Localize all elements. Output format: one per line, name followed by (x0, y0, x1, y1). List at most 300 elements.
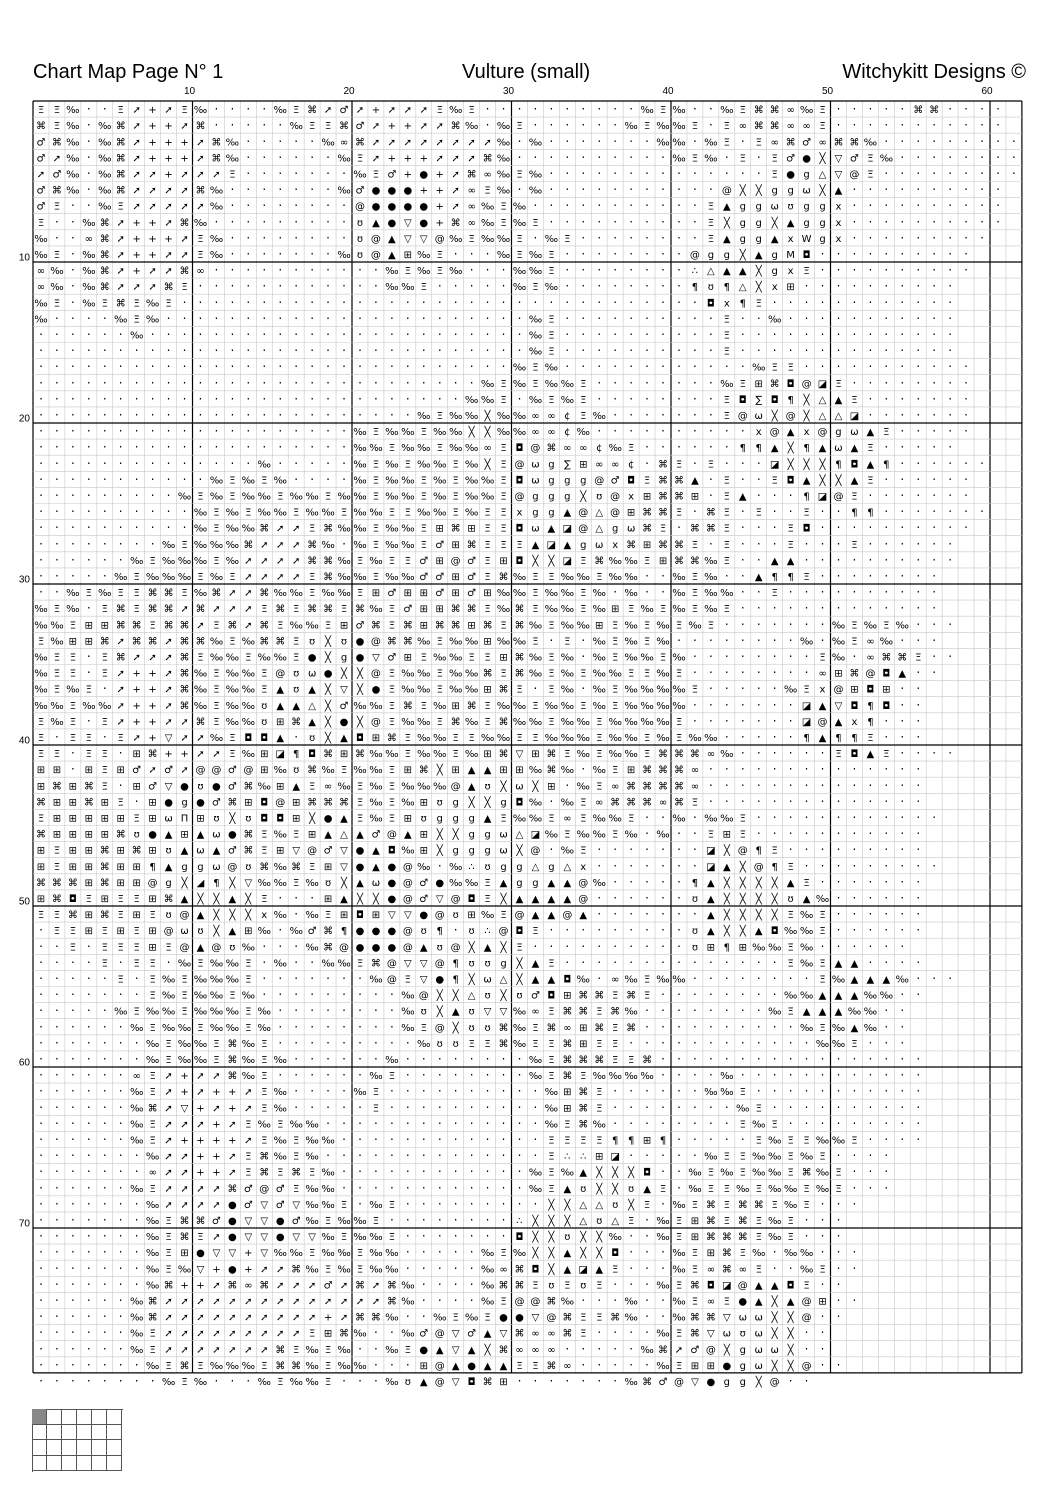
stitch-symbol: ‰ (433, 475, 446, 486)
stitch-symbol: ⊞ (372, 588, 380, 599)
stitch-symbol: ╳ (723, 892, 731, 905)
stitch-symbol: g (724, 1377, 730, 1388)
stitch-symbol: @ (387, 958, 397, 969)
stitch-symbol: ➚ (228, 1329, 236, 1340)
stitch-symbol: ▲ (308, 685, 316, 696)
stitch-symbol: Ξ (532, 1023, 538, 1034)
stitch-symbol: ‰ (417, 443, 430, 454)
stitch-symbol: · (884, 1068, 888, 1082)
stitch-symbol: · (645, 923, 649, 937)
stitch-symbol: Ξ (54, 862, 60, 873)
stitch-symbol: + (132, 250, 140, 261)
stitch-symbol: · (741, 762, 745, 776)
stitch-symbol: · (884, 1052, 888, 1066)
stitch-symbol: ‰ (449, 862, 462, 873)
stitch-symbol: · (996, 215, 1000, 229)
stitch-symbol: · (645, 827, 649, 841)
stitch-symbol: Ξ (134, 604, 140, 615)
stitch-symbol: · (119, 327, 123, 341)
stitch-symbol: Ξ (660, 604, 666, 615)
stitch-symbol: ♂ (355, 620, 364, 631)
stitch-symbol: Ξ (102, 765, 108, 776)
stitch-symbol: ⊞ (372, 910, 380, 921)
stitch-symbol: · (406, 1100, 410, 1114)
stitch-symbol: ⌘ (195, 604, 205, 615)
stitch-symbol: · (900, 440, 904, 454)
stitch-symbol: · (183, 295, 187, 309)
stitch-symbol: · (741, 311, 745, 325)
stitch-symbol: Ξ (118, 733, 124, 744)
stitch-symbol: · (119, 440, 123, 454)
stitch-symbol: · (55, 1213, 59, 1227)
stitch-symbol: ‰ (497, 604, 510, 615)
stitch-symbol: ‰ (593, 604, 606, 615)
stitch-symbol: · (406, 1149, 410, 1163)
stitch-symbol: · (278, 1036, 282, 1050)
stitch-symbol: · (597, 102, 601, 116)
stitch-symbol: ▽ (516, 749, 524, 760)
stitch-symbol: ♂ (387, 169, 396, 180)
stitch-symbol: · (932, 553, 936, 567)
stitch-symbol: ʊ (484, 781, 490, 792)
stitch-symbol: · (55, 424, 59, 438)
stitch-symbol: ∴ (564, 1152, 570, 1163)
stitch-symbol: · (230, 279, 234, 293)
stitch-symbol: · (837, 859, 841, 873)
stitch-symbol: · (725, 633, 729, 647)
stitch-symbol: · (948, 617, 952, 631)
stitch-symbol: ⊞ (499, 556, 507, 567)
stitch-symbol: + (324, 1313, 332, 1324)
stitch-symbol: ⊞ (37, 894, 45, 905)
stitch-symbol: · (87, 456, 91, 470)
stitch-symbol: ⌘ (148, 588, 158, 599)
stitch-symbol: · (964, 150, 968, 164)
stitch-symbol: · (71, 553, 75, 567)
stitch-symbol: · (900, 279, 904, 293)
stitch-symbol: · (916, 746, 920, 760)
stitch-symbol: · (661, 263, 665, 277)
stitch-symbol: · (613, 263, 617, 277)
stitch-symbol: · (119, 1374, 123, 1388)
stitch-symbol: Ξ (819, 121, 825, 132)
stitch-symbol: · (454, 295, 458, 309)
stitch-symbol: · (390, 1004, 394, 1018)
stitch-symbol: Ξ (532, 926, 538, 937)
stitch-symbol: ⌘ (307, 765, 317, 776)
stitch-symbol: · (853, 199, 857, 213)
stitch-symbol: ⌘ (259, 862, 269, 873)
stitch-symbol: Ξ (134, 926, 140, 937)
stitch-symbol: ▲ (181, 894, 189, 905)
stitch-symbol: ● (707, 1377, 716, 1388)
stitch-symbol: · (230, 183, 234, 197)
stitch-symbol: ‰ (178, 491, 191, 502)
stitch-symbol: Ξ (261, 894, 267, 905)
stitch-symbol: · (358, 1165, 362, 1179)
stitch-symbol: · (454, 1084, 458, 1098)
stitch-symbol: ● (388, 878, 397, 889)
stitch-symbol: ➚ (388, 105, 396, 116)
stitch-symbol: · (916, 183, 920, 197)
stitch-symbol: ♂ (611, 475, 620, 486)
stitch-symbol: · (310, 1052, 314, 1066)
stitch-symbol: Ξ (596, 1135, 602, 1146)
stitch-symbol: · (741, 746, 745, 760)
stitch-symbol: ⊞ (37, 765, 45, 776)
stitch-symbol: · (964, 472, 968, 486)
stitch-symbol: @ (195, 765, 205, 776)
stitch-symbol: · (900, 1132, 904, 1146)
stitch-symbol: · (103, 327, 107, 341)
stitch-symbol: ∞ (531, 1329, 539, 1340)
stitch-symbol: ♂ (212, 1216, 221, 1227)
stitch-symbol: · (438, 1149, 442, 1163)
stitch-symbol: ‰ (561, 395, 574, 406)
stitch-symbol: · (661, 295, 665, 309)
stitch-symbol: · (805, 1213, 809, 1227)
stitch-symbol: ╳ (611, 1182, 619, 1195)
stitch-symbol: · (709, 633, 713, 647)
stitch-symbol: ⌘ (578, 1087, 588, 1098)
stitch-symbol: · (486, 295, 490, 309)
stitch-symbol: ∞ (579, 443, 587, 454)
stitch-symbol: · (948, 521, 952, 535)
stitch-symbol: Ξ (389, 701, 395, 712)
stitch-symbol: ‰ (513, 266, 526, 277)
stitch-symbol: · (167, 955, 171, 969)
stitch-symbol: · (677, 183, 681, 197)
stitch-symbol: ▲ (819, 733, 827, 744)
stitch-symbol: ‰ (289, 121, 302, 132)
stitch-symbol: · (358, 1197, 362, 1211)
stitch-symbol: ω (595, 540, 603, 551)
stitch-symbol: · (932, 488, 936, 502)
stitch-symbol: Ξ (341, 765, 347, 776)
stitch-symbol: + (404, 153, 412, 164)
stitch-symbol: Ξ (756, 1135, 762, 1146)
stitch-symbol: ‰ (497, 153, 510, 164)
stitch-symbol: Ξ (54, 685, 60, 696)
stitch-symbol: ‰ (401, 1007, 414, 1018)
stitch-symbol: Ξ (453, 459, 459, 470)
stitch-symbol: · (310, 1020, 314, 1034)
stitch-symbol: Ξ (628, 669, 634, 680)
stitch-symbol: ⌘ (722, 1232, 732, 1243)
stitch-symbol: · (853, 569, 857, 583)
stitch-symbol: · (693, 327, 697, 341)
page-label: Chart Map Page N° 1 (33, 60, 223, 84)
stitch-symbol: · (422, 360, 426, 374)
stitch-symbol: ‰ (481, 491, 494, 502)
stitch-symbol: ⌘ (195, 121, 205, 132)
stitch-symbol: Ξ (54, 846, 60, 857)
stitch-symbol: · (645, 279, 649, 293)
stitch-symbol: ‰ (624, 733, 637, 744)
stitch-symbol: · (709, 1020, 713, 1034)
stitch-symbol: ╳ (755, 280, 763, 293)
stitch-symbol: · (693, 698, 697, 712)
stitch-symbol: Ξ (357, 797, 363, 808)
stitch-symbol: Ξ (70, 942, 76, 953)
stitch-symbol: · (773, 488, 777, 502)
stitch-symbol: · (518, 1052, 522, 1066)
stitch-symbol: Ξ (261, 1055, 267, 1066)
stitch-symbol: ʊ (437, 942, 443, 953)
stitch-symbol: · (262, 344, 266, 358)
stitch-symbol: ‰ (529, 395, 542, 406)
stitch-symbol: · (534, 231, 538, 245)
stitch-symbol: · (215, 215, 219, 229)
stitch-symbol: · (629, 1229, 633, 1243)
stitch-symbol: ╳ (452, 828, 460, 841)
stitch-symbol: · (916, 682, 920, 696)
stitch-symbol: · (837, 1116, 841, 1130)
stitch-symbol: g (500, 862, 506, 873)
stitch-symbol: ‰ (896, 974, 909, 985)
stitch-symbol: ‰ (226, 701, 239, 712)
stitch-symbol: ▲ (484, 1329, 492, 1340)
stitch-symbol: ▲ (420, 942, 428, 953)
stitch-symbol: · (119, 1100, 123, 1114)
stitch-symbol: ➚ (180, 1184, 188, 1195)
stitch-symbol: ¶ (771, 862, 777, 873)
stitch-symbol: Ξ (500, 202, 506, 213)
row-number: 10 (19, 253, 30, 264)
stitch-symbol: @ (610, 508, 620, 519)
stitch-symbol: · (837, 1277, 841, 1291)
stitch-symbol: Ξ (309, 588, 315, 599)
stitch-symbol: ‰ (497, 636, 510, 647)
stitch-symbol: · (502, 311, 506, 325)
stitch-symbol: · (789, 295, 793, 309)
stitch-symbol: ♂ (419, 878, 428, 889)
stitch-symbol: Ξ (181, 588, 187, 599)
stitch-symbol: ‰ (465, 121, 478, 132)
stitch-symbol: · (773, 1068, 777, 1082)
stitch-symbol: · (661, 1068, 665, 1082)
stitch-symbol: · (964, 247, 968, 261)
stitch-symbol: ⌘ (180, 1232, 190, 1243)
stitch-symbol: ‰ (816, 1135, 829, 1146)
stitch-symbol: ‰ (608, 717, 621, 728)
stitch-symbol: ‰ (513, 1007, 526, 1018)
stitch-symbol: · (103, 1181, 107, 1195)
stitch-symbol: ▲ (835, 395, 843, 406)
stitch-symbol: · (342, 424, 346, 438)
stitch-symbol: ▽ (723, 1313, 731, 1324)
stitch-symbol: ➚ (132, 169, 140, 180)
stitch-symbol: · (725, 730, 729, 744)
stitch-symbol: ⊞ (85, 765, 93, 776)
stitch-symbol: ‰ (369, 1264, 382, 1275)
stitch-symbol: · (757, 617, 761, 631)
stitch-symbol: · (693, 955, 697, 969)
stitch-symbol: ➚ (164, 1135, 172, 1146)
stitch-symbol: ‰ (577, 974, 590, 985)
stitch-symbol: Ξ (38, 733, 44, 744)
stitch-symbol: ‰ (593, 813, 606, 824)
stitch-symbol: ⌘ (116, 137, 126, 148)
stitch-symbol: ⊞ (420, 846, 428, 857)
stitch-symbol: · (71, 1277, 75, 1291)
stitch-symbol: · (278, 988, 282, 1002)
stitch-symbol: · (310, 199, 314, 213)
stitch-symbol: · (454, 376, 458, 390)
stitch-symbol: · (119, 955, 123, 969)
stitch-symbol: ◘ (627, 475, 635, 486)
stitch-symbol: · (310, 376, 314, 390)
stitch-symbol: · (374, 1165, 378, 1179)
stitch-symbol: ‰ (146, 1152, 159, 1163)
stitch-symbol: ▲ (707, 894, 715, 905)
stitch-symbol: ‰ (656, 974, 669, 985)
stitch-symbol: · (422, 1293, 426, 1307)
stitch-symbol: ⊞ (276, 717, 284, 728)
stitch-symbol: ‰ (337, 958, 350, 969)
stitch-symbol: · (661, 1116, 665, 1130)
stitch-symbol: ʊ (261, 701, 267, 712)
stitch-symbol: ʊ (692, 942, 698, 953)
stitch-symbol: · (725, 1052, 729, 1066)
stitch-symbol: ⌘ (754, 121, 764, 132)
stitch-symbol: ‰ (130, 556, 143, 567)
stitch-symbol: · (837, 344, 841, 358)
stitch-symbol: · (406, 1116, 410, 1130)
stitch-symbol: ▽ (165, 781, 173, 792)
stitch-symbol: ▲ (723, 266, 731, 277)
stitch-symbol: ▲ (723, 862, 731, 873)
stitch-symbol: ∞ (739, 121, 747, 132)
stitch-symbol: ● (388, 942, 397, 953)
stitch-symbol: · (964, 392, 968, 406)
stitch-symbol: Ξ (548, 958, 554, 969)
stitch-symbol: · (87, 1116, 91, 1130)
stitch-symbol: ‰ (513, 717, 526, 728)
stitch-symbol: · (310, 231, 314, 245)
stitch-symbol: Ξ (724, 395, 730, 406)
stitch-symbol: ʊ (628, 1184, 634, 1195)
stitch-symbol: Ξ (692, 1296, 698, 1307)
stitch-symbol: · (916, 923, 920, 937)
stitch-symbol: ⊞ (372, 733, 380, 744)
stitch-symbol: ⌘ (706, 1200, 716, 1211)
stitch-symbol: ⌘ (626, 540, 636, 551)
stitch-symbol: ╳ (611, 1166, 619, 1179)
stitch-symbol: ⌘ (227, 1055, 237, 1066)
stitch-symbol: ‰ (274, 588, 287, 599)
stitch-symbol: ‰ (385, 475, 398, 486)
stitch-symbol: · (390, 295, 394, 309)
stitch-symbol: ∞ (611, 974, 619, 985)
stitch-symbol: · (757, 971, 761, 985)
stitch-symbol: · (884, 263, 888, 277)
stitch-symbol: · (183, 456, 187, 470)
stitch-symbol: · (900, 311, 904, 325)
stitch-symbol: · (645, 569, 649, 583)
stitch-symbol: ‰ (321, 958, 334, 969)
stitch-symbol: ‰ (545, 234, 558, 245)
stitch-symbol: ‰ (114, 572, 127, 583)
stitch-symbol: · (119, 505, 123, 519)
stitch-symbol: · (868, 247, 872, 261)
stitch-symbol: · (87, 714, 91, 728)
stitch-symbol: ⊞ (85, 862, 93, 873)
stitch-symbol: · (837, 585, 841, 599)
stitch-symbol: Ξ (134, 813, 140, 824)
stitch-symbol: + (132, 218, 140, 229)
stitch-symbol: · (151, 537, 155, 551)
stitch-symbol: · (900, 682, 904, 696)
stitch-symbol: ⊞ (818, 1296, 826, 1307)
stitch-symbol: ➚ (292, 1280, 300, 1291)
stitch-symbol: ⊞ (324, 894, 332, 905)
stitch-symbol: · (246, 199, 250, 213)
stitch-symbol: + (148, 105, 156, 116)
stitch-symbol: ♂ (419, 1329, 428, 1340)
stitch-symbol: Ξ (54, 250, 60, 261)
stitch-symbol: · (677, 827, 681, 841)
stitch-symbol: · (725, 360, 729, 374)
stitch-symbol: ╳ (819, 473, 827, 486)
stitch-symbol: · (310, 263, 314, 277)
stitch-symbol: · (454, 1229, 458, 1243)
stitch-symbol: ╳ (244, 892, 252, 905)
stitch-symbol: ‰ (624, 588, 637, 599)
stitch-symbol: ● (802, 153, 811, 164)
stitch-symbol: x (772, 282, 778, 293)
stitch-symbol: ¶ (787, 572, 793, 583)
stitch-symbol: · (438, 295, 442, 309)
stitch-symbol: · (916, 778, 920, 792)
stitch-symbol: · (932, 859, 936, 873)
stitch-symbol: · (677, 1100, 681, 1114)
stitch-symbol: · (932, 666, 936, 680)
stitch-symbol: · (629, 955, 633, 969)
stitch-symbol: · (853, 1197, 857, 1211)
stitch-symbol: + (148, 121, 156, 132)
stitch-symbol: · (932, 424, 936, 438)
stitch-symbol: ‰ (800, 991, 813, 1002)
stitch-symbol: + (388, 121, 396, 132)
stitch-symbol: · (900, 231, 904, 245)
stitch-symbol: ⌘ (259, 1152, 269, 1163)
stitch-symbol: · (87, 1165, 91, 1179)
stitch-symbol: ¶ (293, 749, 299, 760)
stitch-symbol: Ξ (596, 1039, 602, 1050)
stitch-symbol: ⌘ (674, 765, 684, 776)
stitch-symbol: · (406, 327, 410, 341)
stitch-symbol: · (629, 1245, 633, 1259)
stitch-symbol: · (964, 118, 968, 132)
stitch-symbol: · (773, 617, 777, 631)
stitch-symbol: Ξ (54, 652, 60, 663)
stitch-symbol: · (438, 1213, 442, 1227)
stitch-symbol: @ (802, 379, 812, 390)
stitch-symbol: ‰ (624, 556, 637, 567)
stitch-symbol: ‰ (832, 974, 845, 985)
stitch-symbol: · (677, 1165, 681, 1179)
stitch-symbol: Ξ (229, 475, 235, 486)
stitch-symbol: Ξ (596, 1280, 602, 1291)
stitch-symbol: ‰ (210, 733, 223, 744)
stitch-symbol: · (518, 134, 522, 148)
stitch-symbol: Ξ (772, 363, 778, 374)
stitch-symbol: · (374, 376, 378, 390)
stitch-symbol: ▲ (372, 218, 380, 229)
stitch-symbol: ‰ (305, 1152, 318, 1163)
stitch-symbol: Ξ (851, 1135, 857, 1146)
